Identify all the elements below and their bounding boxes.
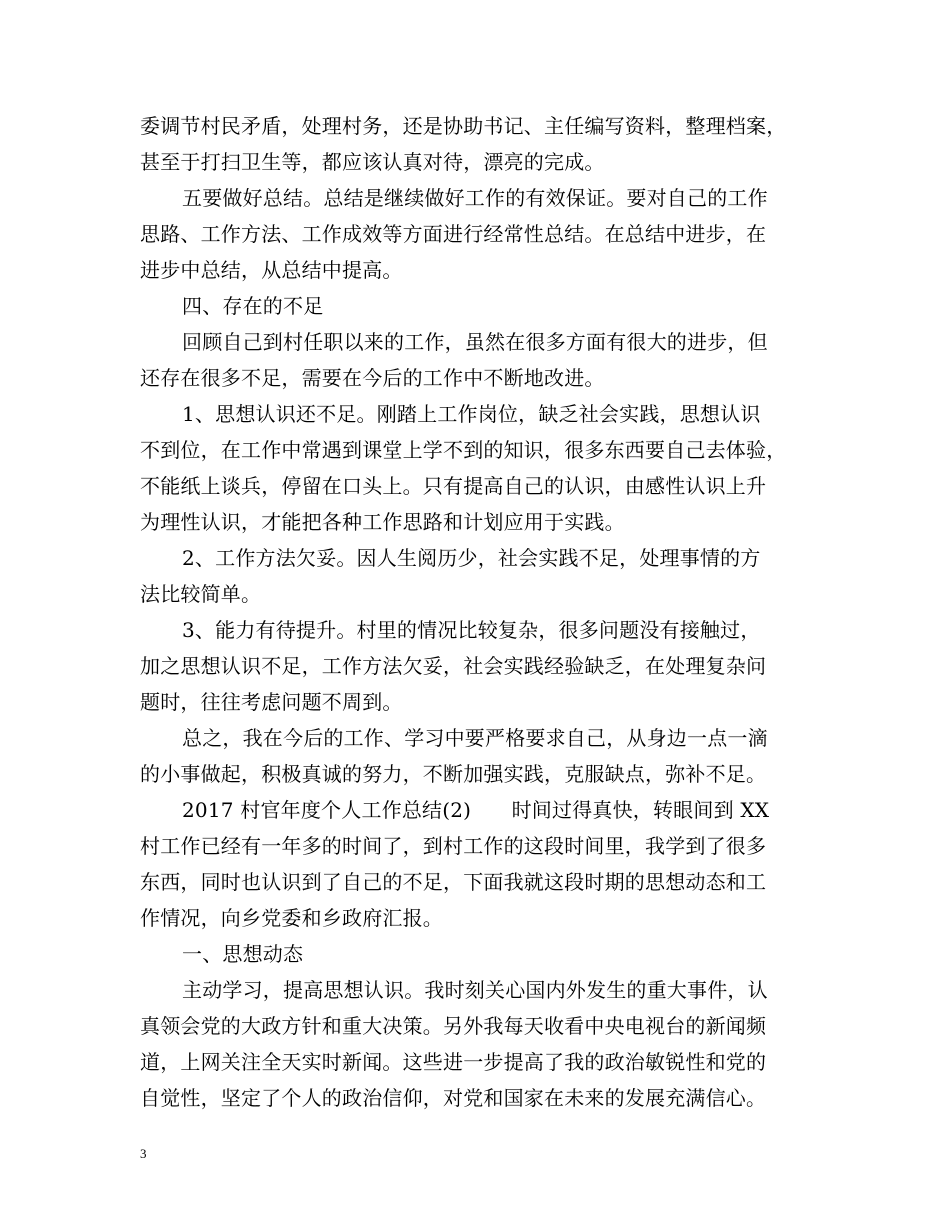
text-line: 甚至于打扫卫生等，都应该认真对待，漂亮的完成。 (140, 150, 605, 174)
text-line: 思路、工作方法、工作成效等方面进行经常性总结。在总结中进步，在 (140, 222, 767, 246)
document-body (140, 108, 820, 1116)
text-line: 法比较简单。 (140, 582, 262, 606)
text-line: 总之，我在今后的工作、学习中要严格要求自己，从身边一点一滴 (182, 726, 768, 750)
text-line: 1、思想认识还不足。刚踏上工作岗位，缺乏社会实践，思想认识 (182, 402, 761, 426)
text-line: 为理性认识，才能把各种工作思路和计划应用于实践。 (140, 510, 625, 534)
text-line: 3、能力有待提升。村里的情况比较复杂，很多问题没有接触过， (182, 618, 761, 642)
text-line: 2017 村官年度个人工作总结(2) 时间过得真快，转眼间到 XX (182, 798, 770, 822)
text-line: 不能纸上谈兵，停留在口头上。只有提高自己的认识，由感性认识上升 (140, 474, 767, 498)
text-line: 村工作已经有一年多的时间了，到村工作的这段时间里，我学到了很多 (140, 834, 767, 858)
text-line: 主动学习，提高思想认识。我时刻关心国内外发生的重大事件，认 (182, 978, 768, 1002)
text-line: 进步中总结，从总结中提高。 (140, 258, 403, 282)
text-line: 不到位，在工作中常遇到课堂上学不到的知识，很多东西要自己去体验， (140, 438, 787, 462)
page-number: 3 (140, 1146, 147, 1161)
text-line: 五要做好总结。总结是继续做好工作的有效保证。要对自己的工作 (182, 186, 768, 210)
text-line: 题时，往往考虑问题不周到。 (140, 690, 403, 714)
text-line: 加之思想认识不足，工作方法欠妥，社会实践经验缺乏，在处理复杂问 (140, 654, 767, 678)
text-line: 道，上网关注全天实时新闻。这些进一步提高了我的政治敏锐性和党的 (140, 1050, 767, 1074)
section-heading: 四、存在的不足 (182, 294, 324, 318)
text-line: 东西，同时也认识到了自己的不足，下面我就这段时期的思想动态和工 (140, 870, 767, 894)
text-line: 还存在很多不足，需要在今后的工作中不断地改进。 (140, 366, 605, 390)
text-line: 作情况，向乡党委和乡政府汇报。 (140, 906, 443, 930)
text-line: 2、工作方法欠妥。因人生阅历少，社会实践不足，处理事情的方 (182, 546, 761, 570)
text-line: 真领会党的大政方针和重大决策。另外我每天收看中央电视台的新闻频 (140, 1014, 767, 1038)
text-line: 自觉性，坚定了个人的政治信仰，对党和国家在未来的发展充满信心。 (140, 1086, 767, 1110)
text-line: 的小事做起，积极真诚的努力，不断加强实践，克服缺点，弥补不足。 (140, 762, 767, 786)
section-heading: 一、思想动态 (182, 942, 304, 966)
text-line: 回顾自己到村任职以来的工作，虽然在很多方面有很大的进步，但 (182, 330, 768, 354)
text-line: 委调节村民矛盾，处理村务，还是协助书记、主任编写资料，整理档案， (140, 114, 787, 138)
